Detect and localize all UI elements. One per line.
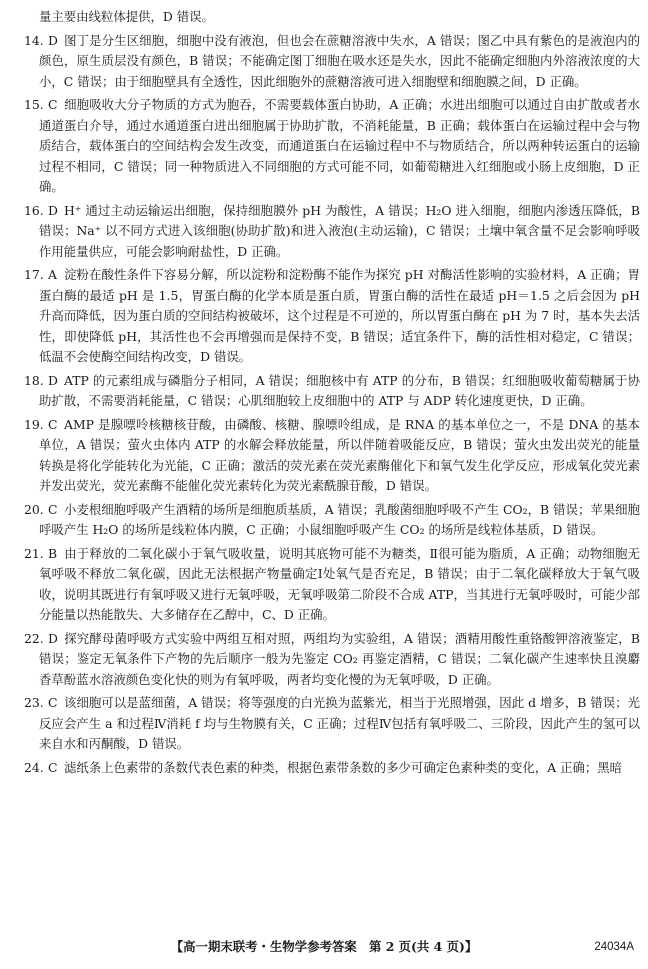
explanation-text: 滤纸条上色素带的条数代表色素的种类，根据色素带条数的多少可确定色素种类的变化，A 正确；黑暗 <box>64 759 623 775</box>
answer-letter: C <box>48 695 58 710</box>
answer-letter: C <box>48 97 58 112</box>
answer-letter: D <box>48 32 58 48</box>
answer-letter: C <box>48 501 58 517</box>
answer-item <box>24 201 640 263</box>
answer-item <box>24 544 640 626</box>
question-number: 19. <box>24 416 44 432</box>
question-number: 16. <box>24 202 44 218</box>
question-number: 23. <box>24 695 44 710</box>
answer-item <box>24 415 640 497</box>
footer-code: 24034A <box>594 941 634 953</box>
explanation-text: H⁺ 通过主动运输运出细胞，保持细胞膜外 pH 为酸性，A 错误；H₂O 进入细胞，细胞内渗透压降低，B 错误；Na⁺ 以不同方式进入该细胞(协助扩散)和进入液泡(主动运输)，C 错误；土壤中氧含量不足会影响呼吸作用能量供应，可能会影响耐盐性，D 正确。 <box>39 202 640 259</box>
answer-item <box>24 500 640 541</box>
explanation-text: ATP 的元素组成与磷脂分子相同，A 错误；细胞核中有 ATP 的分布，B 错误；红细胞吸收葡萄糖属于协助扩散，不需要消耗能量，C 错误；心肌细胞较上皮细胞中的 ATP 与 ADP 转化速度更快，D 正确。 <box>39 372 640 408</box>
continuation-text: 量主要由线粒体提供，D 错误。 <box>39 9 214 24</box>
question-number: 18. <box>24 372 44 388</box>
answer-letter: C <box>48 759 58 775</box>
question-number: 22. <box>24 630 44 646</box>
question-number: 17. <box>24 267 44 282</box>
answer-letter: D <box>48 372 58 388</box>
question-number: 24. <box>24 759 44 775</box>
answer-item <box>24 31 640 93</box>
answer-letter: C <box>48 416 58 432</box>
explanation-text: 由于释放的二氧化碳小于氧气吸收量，说明其底物可能不为糖类，Ⅱ很可能为脂质，A 正确；动物细胞无氧呼吸不释放二氧化碳，因此无法根据产物量确定Ⅰ处氧气是否充足，B 错误；由于二氧化碳释放大于氧气吸收，说明其既进行有氧呼吸又进行无氧呼吸，无氧呼吸第二阶段不合成 ATP，当其进行无氧呼吸时，可能少部分能量以热能散失、大多储存在乙醇中，C、D 正确。 <box>39 545 640 622</box>
question-number: 14. <box>24 32 44 48</box>
answer-letter: A <box>48 267 57 282</box>
answer-content <box>24 7 640 781</box>
answer-letter: B <box>48 545 58 561</box>
answer-item <box>24 693 640 755</box>
question-number: 15. <box>24 97 44 112</box>
answer-letter: D <box>48 202 58 218</box>
explanation-text: 图丁是分生区细胞，细胞中没有液泡，但也会在蔗糖溶液中失水，A 错误；图乙中具有紫色的是液泡内的颜色，原生质层没有颜色，B 错误；不能确定图丁细胞在吸水还是失水，因此不能确定细胞内外溶液浓度的大小，C 错误；由于细胞壁具有全透性，因此细胞外的蔗糖溶液可进入细胞壁和细胞膜之间，D 正确。 <box>39 32 640 89</box>
answer-item <box>24 95 640 198</box>
question-number: 20. <box>24 501 44 517</box>
explanation-text: 探究酵母菌呼吸方式实验中两组互相对照，两组均为实验组，A 错误；酒精用酸性重铬酸钾溶液鉴定，B 错误；鉴定无氧条件下产物的先后顺序一般为先鉴定 CO₂ 再鉴定酒精，C 错误；二氧化碳产生速率快且溴麝香草酚蓝水溶液颜色变化快的则为有氧呼吸，两者均变化慢的为无氧呼吸，D 正确。 <box>39 630 640 687</box>
explanation-text: AMP 是腺嘌呤核糖核苷酸，由磷酸、核糖、腺嘌呤组成，是 RNA 的基本单位之一，不是 DNA 的基本单位，A 错误；萤火虫体内 ATP 的水解会释放能量，所以伴随着吸能反应，B 错误；萤火虫发出荧光的能量转换是将化学能转化为光能，C 正确；激活的荧光素在荧光素酶催化下和氧气发生化学反应，形成氧化荧光素并发出荧光，荧光素酶不能催化荧光素转化为荧光素酰腺苷酸，D 错误。 <box>39 416 640 493</box>
answer-letter: D <box>48 630 58 646</box>
explanation-text: 淀粉在酸性条件下容易分解，所以淀粉和淀粉酶不能作为探究 pH 对酶活性影响的实验材料，A 正确；胃蛋白酶的最适 pH 是 1.5，胃蛋白酶的化学本质是蛋白质，胃蛋白酶的活性在最适 pH＝1.5 之后会因为 pH 升高而降低，因为蛋白质的空间结构被破坏，这个过程是不可逆的，所以胃蛋白酶在 pH 为 7 时，基本失去活性，即使降低 pH，其活性也不会再增强而是保持不变，B 错误；适宜条件下，酶的活性相对稳定，C 错误；低温不会使酶空间结构改变，D 错误。 <box>39 267 640 364</box>
answer-item <box>24 371 640 412</box>
answer-list <box>24 31 640 779</box>
question-number: 21. <box>24 545 44 561</box>
answer-item <box>24 629 640 691</box>
page-footer <box>0 937 648 957</box>
answer-item <box>24 758 640 779</box>
footer-title: 【高一期末联考・生物学参考答案 第 2 页(共 4 页)】 <box>170 939 478 954</box>
explanation-text: 细胞吸收大分子物质的方式为胞吞，不需要载体蛋白协助，A 正确；水进出细胞可以通过自由扩散或者水通道蛋白介导，通过水通道蛋白进出细胞属于协助扩散，不消耗能量，B 正确；载体蛋白在运输过程中会与物质结合，载体蛋白的空间结构会发生改变，而通道蛋白在运输过程中不与物质结合，所以两种转运蛋白的运输过程不相同，C 错误；同一种物质进入不同细胞的方式可能不同，如葡萄糖进入红细胞或小肠上皮细胞，D 正确。 <box>39 97 640 194</box>
explanation-text: 该细胞可以是蓝细菌，A 错误；将等强度的白光换为蓝紫光，相当于光照增强，因此 d 增多，B 错误；光反应会产生 a 和过程Ⅳ消耗 f 均与生物膜有关，C 正确；过程Ⅳ包括有氧呼吸二、三阶段，因此产生的氢可以来自水和丙酮酸，D 错误。 <box>39 695 640 751</box>
answer-item <box>24 265 640 368</box>
explanation-text: 小麦根细胞呼吸产生酒精的场所是细胞质基质，A 错误；乳酸菌细胞呼吸不产生 CO₂，B 错误；苹果细胞呼吸产生 H₂O 的场所是线粒体内膜，C 正确；小鼠细胞呼吸产生 CO₂ 的场所是线粒体基质，D 错误。 <box>39 501 640 537</box>
